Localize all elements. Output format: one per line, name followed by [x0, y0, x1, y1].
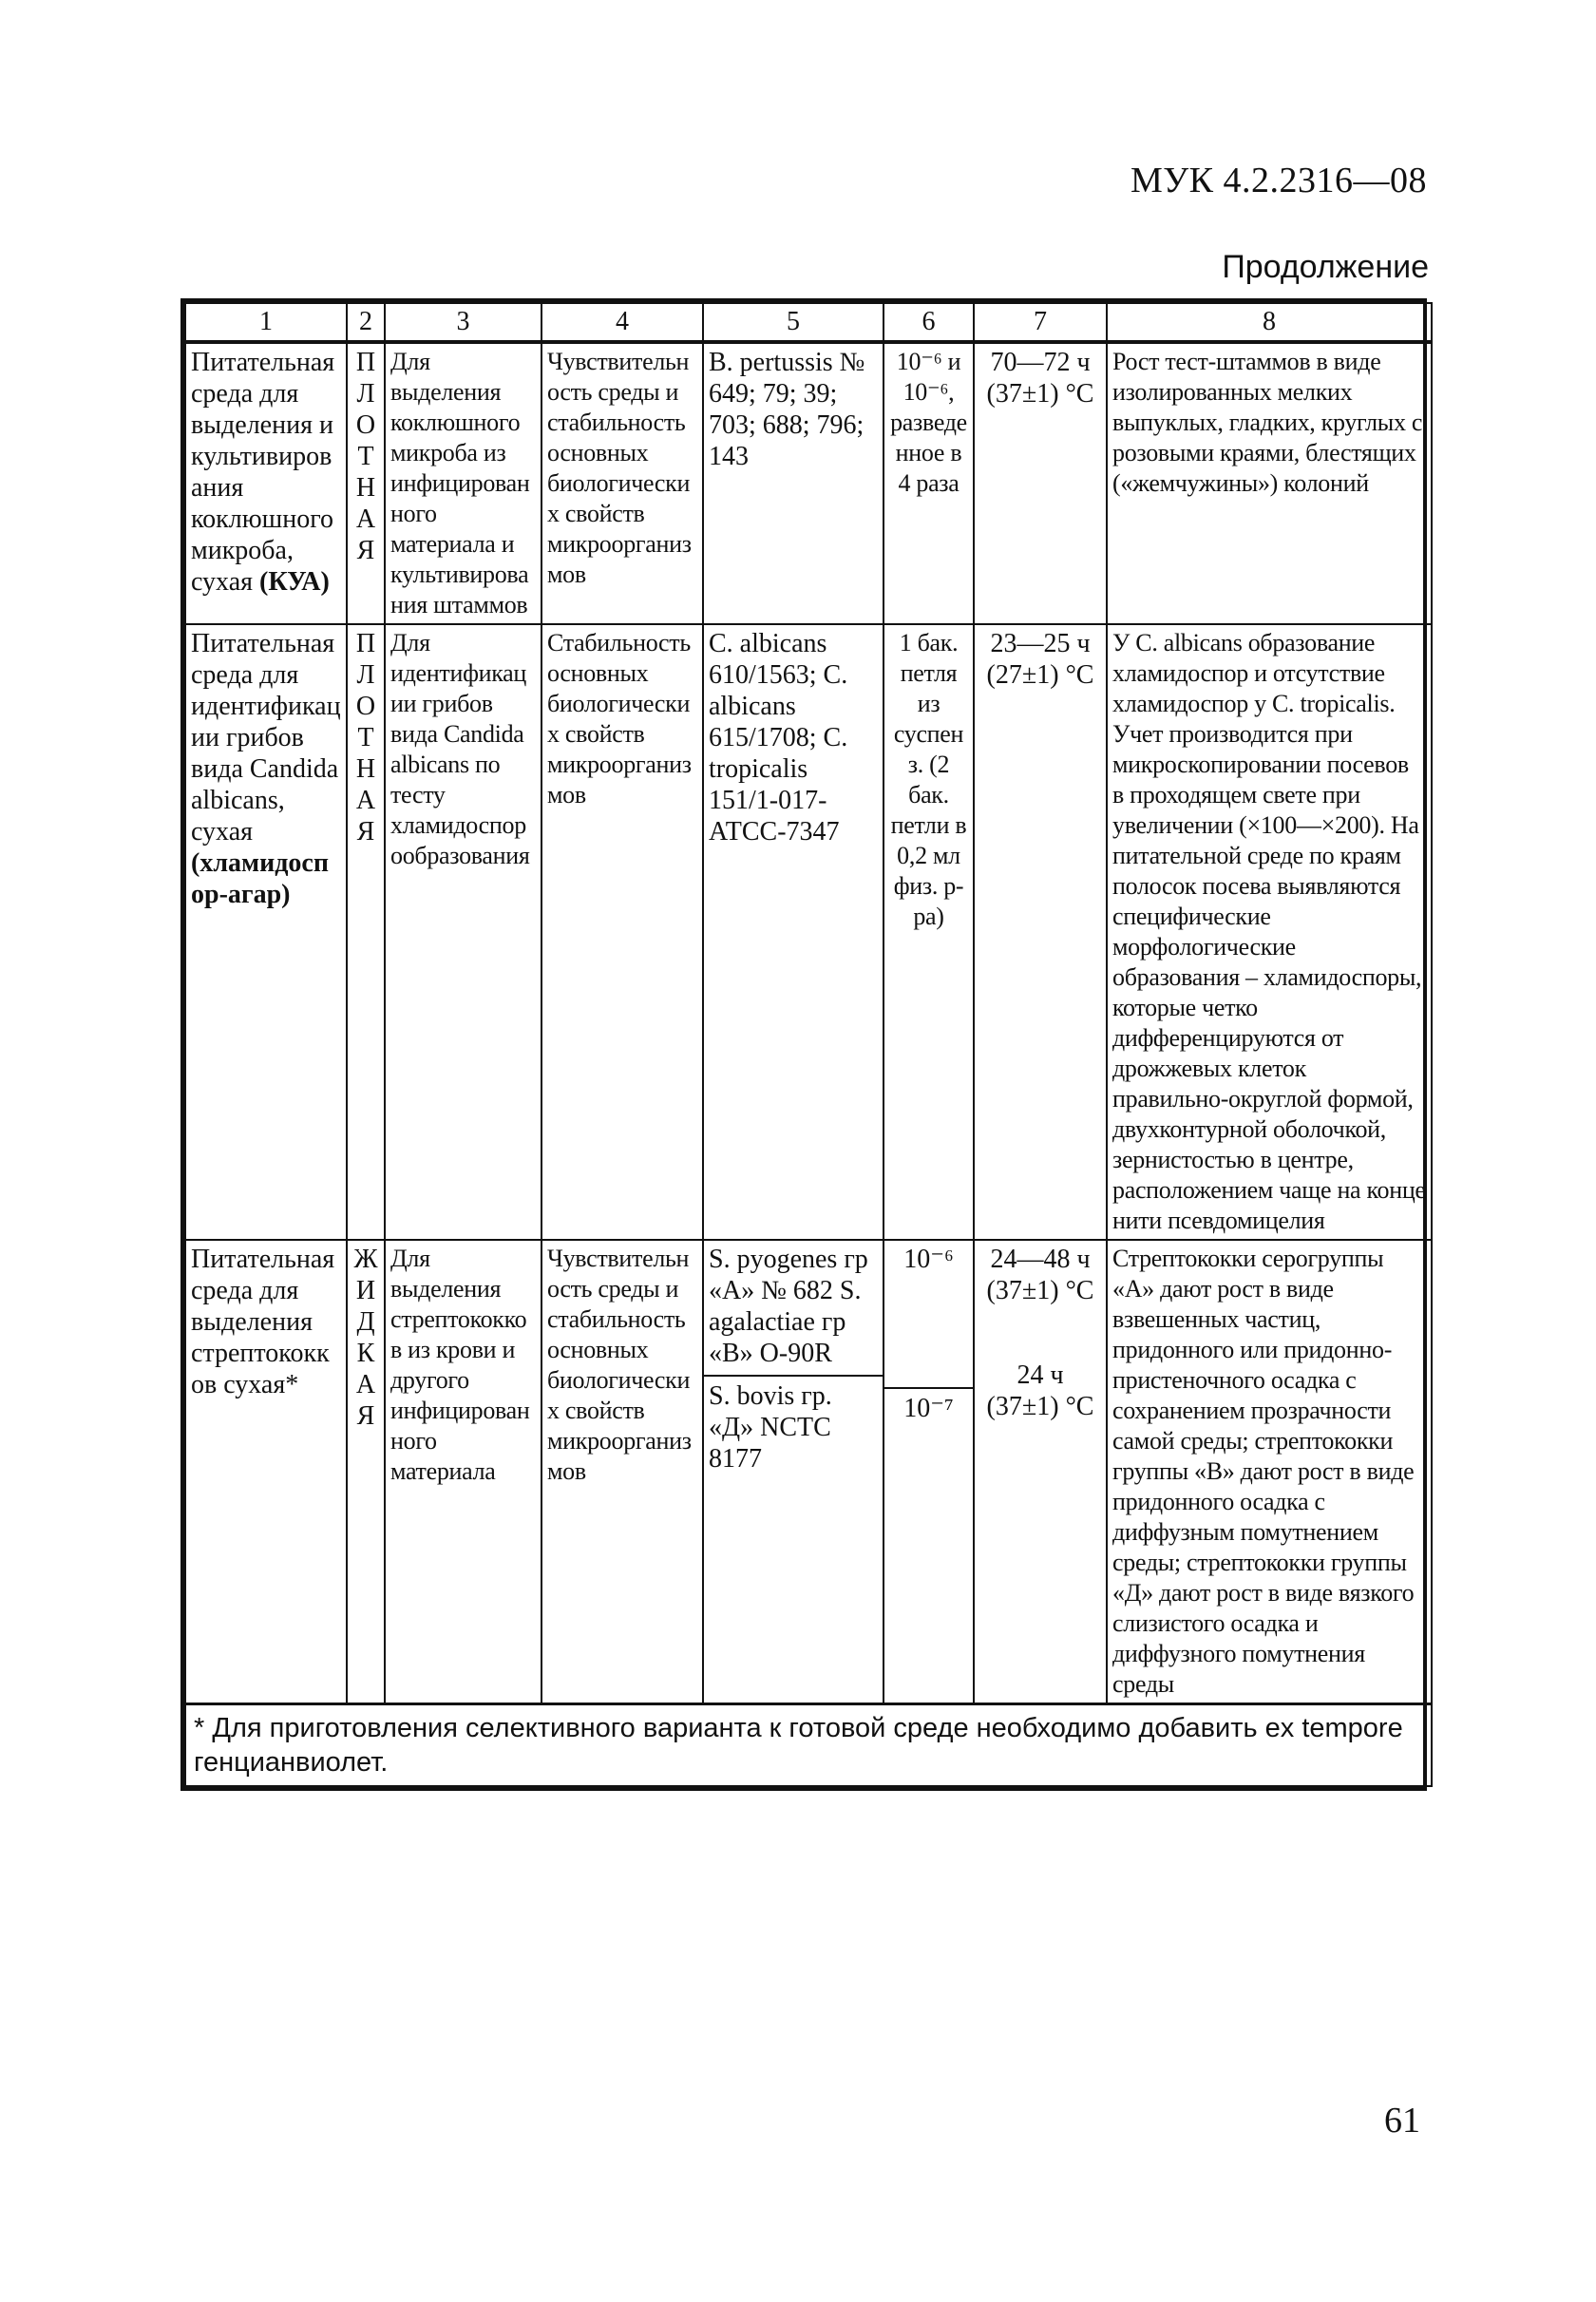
- column-number-row: [185, 303, 1432, 342]
- column-number: 1: [185, 303, 347, 342]
- continuation-label: Продолжение: [1222, 249, 1429, 285]
- incubation-cell: [974, 624, 1107, 1240]
- incubation-cell: [974, 342, 1107, 624]
- medium-name: Питательная среда для выделения и культивирования коклюшного микроба, сухая: [191, 348, 335, 597]
- page-number: 61: [1384, 2101, 1420, 2140]
- purpose-cell: Для выделения стрептококков из крови и другого инфицированного материала: [385, 1240, 542, 1704]
- incubation-cell: [974, 1240, 1107, 1704]
- incubation-temperature: (37±1) °С: [986, 379, 1094, 409]
- consistency-letter: Н: [355, 473, 376, 503]
- table-row: [185, 1240, 1432, 1704]
- incubation-temperature: (37±1) °С: [986, 1276, 1094, 1305]
- column-number: 3: [385, 303, 542, 342]
- consistency-letter: Ж: [353, 1245, 378, 1274]
- growth-description-cell: Рост тест-штаммов в виде изолированных мелких выпуклых, гладких, круглых с розовыми краями, блестящих («жемчужины») колоний: [1107, 342, 1432, 624]
- test-strains-cell: B. pertussis № 649; 79; 39; 703; 688; 796; 143: [703, 342, 884, 624]
- incubation-temperature: (27±1) °С: [986, 660, 1094, 690]
- consistency-letter: И: [355, 1276, 376, 1305]
- consistency-letter: Т: [357, 723, 374, 752]
- incubation-time: 70—72 ч: [990, 348, 1091, 377]
- purpose-cell: Для идентификации грибов вида Candida albicans по тесту хламидоспорообразования: [385, 624, 542, 1240]
- consistency-letter: Я: [356, 817, 375, 847]
- consistency-letter: О: [355, 692, 376, 721]
- control-parameter-cell: Чувствительность среды и стабильность основных биологических свойств микроорганизмов: [542, 1240, 703, 1704]
- consistency-letter: П: [355, 629, 376, 658]
- medium-name: Питательная среда для выделения стрептококков сухая*: [191, 1245, 335, 1399]
- consistency-letter: А: [355, 1370, 376, 1399]
- test-strains-cell: C. albicans 610/1563; C. albicans 615/1708; C. tropicalis 151/1-017-АТСС-7347: [703, 624, 884, 1240]
- consistency-letter: К: [356, 1339, 375, 1368]
- document-code: МУК 4.2.2316—08: [1130, 161, 1427, 200]
- test-strains-group-a: S. pyogenes гр «А» № 682 S. agalactiae гр «В» O-90R: [709, 1245, 868, 1368]
- dose-group-b: 10⁻⁷: [884, 1387, 973, 1424]
- table-row: [185, 342, 1432, 624]
- footnote-row: [185, 1704, 1432, 1787]
- incubation-time: 24—48 ч: [990, 1245, 1091, 1274]
- table-row: [185, 624, 1432, 1240]
- consistency-letter: Я: [356, 1401, 375, 1431]
- medium-name: Питательная среда для идентификации грибов вида Candida albicans, сухая: [191, 629, 341, 847]
- column-number: 4: [542, 303, 703, 342]
- media-table: [180, 298, 1427, 1791]
- consistency-cell: [347, 1240, 385, 1704]
- purpose-cell: Для выделения коклюшного микроба из инфицированного материала и культивирования штаммов: [385, 342, 542, 624]
- medium-short-name: (хламидоспор-агар): [191, 848, 329, 909]
- consistency-letter: Т: [357, 442, 374, 471]
- footnote: * Для приготовления селективного варианта к готовой среде необходимо добавить ex tempore генцианвиолет.: [185, 1704, 1432, 1787]
- consistency-letter: А: [355, 504, 376, 534]
- column-number: 2: [347, 303, 385, 342]
- consistency-letter: Я: [356, 536, 375, 565]
- dose-group-a: 10⁻⁶: [903, 1245, 954, 1274]
- test-strains-group-b: S. bovis гр. «Д» NCTC 8177: [704, 1375, 883, 1474]
- growth-description-cell: У C. albicans образование хламидоспор и отсутствие хламидоспор у C. tropicalis. Учет производится при микроскопировании посевов в проходящем свете при увеличении (×100—×200). На питательной среде по краям полосок посева выявляются специфические морфологические образования – хламидоспоры, которые четко дифференцируются от дрожжевых клеток правильно-округлой формой, двухконтурной оболочкой, зернистостью в центре, расположением чаще на конце нити псевдомицелия: [1107, 624, 1432, 1240]
- incubation-time: 24 ч: [1016, 1360, 1064, 1390]
- medium-short-name: (КУА): [259, 567, 330, 597]
- test-strains-cell: [703, 1240, 884, 1704]
- consistency-letter: Д: [356, 1307, 375, 1337]
- column-number: 8: [1107, 303, 1432, 342]
- consistency-letter: П: [355, 348, 376, 377]
- dose-cell: 10⁻⁶ и 10⁻⁶, разведенное в 4 раза: [884, 342, 974, 624]
- medium-name-cell: [185, 1240, 347, 1704]
- dose-cell: [884, 1240, 974, 1704]
- consistency-cell: [347, 624, 385, 1240]
- medium-name-cell: [185, 624, 347, 1240]
- incubation-temperature: (37±1) °С: [986, 1392, 1094, 1421]
- column-number: 7: [974, 303, 1107, 342]
- column-number: 6: [884, 303, 974, 342]
- dose-cell: 1 бак. петля из суспенз. (2 бак. петли в 0,2 мл физ. р-ра): [884, 624, 974, 1240]
- control-parameter-cell: Чувствительность среды и стабильность основных биологических свойств микроорганизмов: [542, 342, 703, 624]
- consistency-letter: А: [355, 786, 376, 815]
- medium-name-cell: [185, 342, 347, 624]
- column-number: 5: [703, 303, 884, 342]
- growth-description-cell: Стрептококки серогруппы «А» дают рост в виде взвешенных частиц, придонного или придонно-пристеночного осадка с сохранением прозрачности самой среды; стрептококки группы «В» дают рост в виде придонного осадка с диффузным помутнением среды; стрептококки группы «Д» дают рост в виде вязкого слизистого осадка и диффузного помутнения среды: [1107, 1240, 1432, 1704]
- consistency-letter: Л: [356, 660, 375, 690]
- consistency-letter: Л: [356, 379, 375, 409]
- incubation-time: 23—25 ч: [990, 629, 1091, 658]
- consistency-letter: О: [355, 410, 376, 440]
- consistency-cell: [347, 342, 385, 624]
- consistency-letter: Н: [355, 754, 376, 784]
- control-parameter-cell: Стабильность основных биологических свойств микроорганизмов: [542, 624, 703, 1240]
